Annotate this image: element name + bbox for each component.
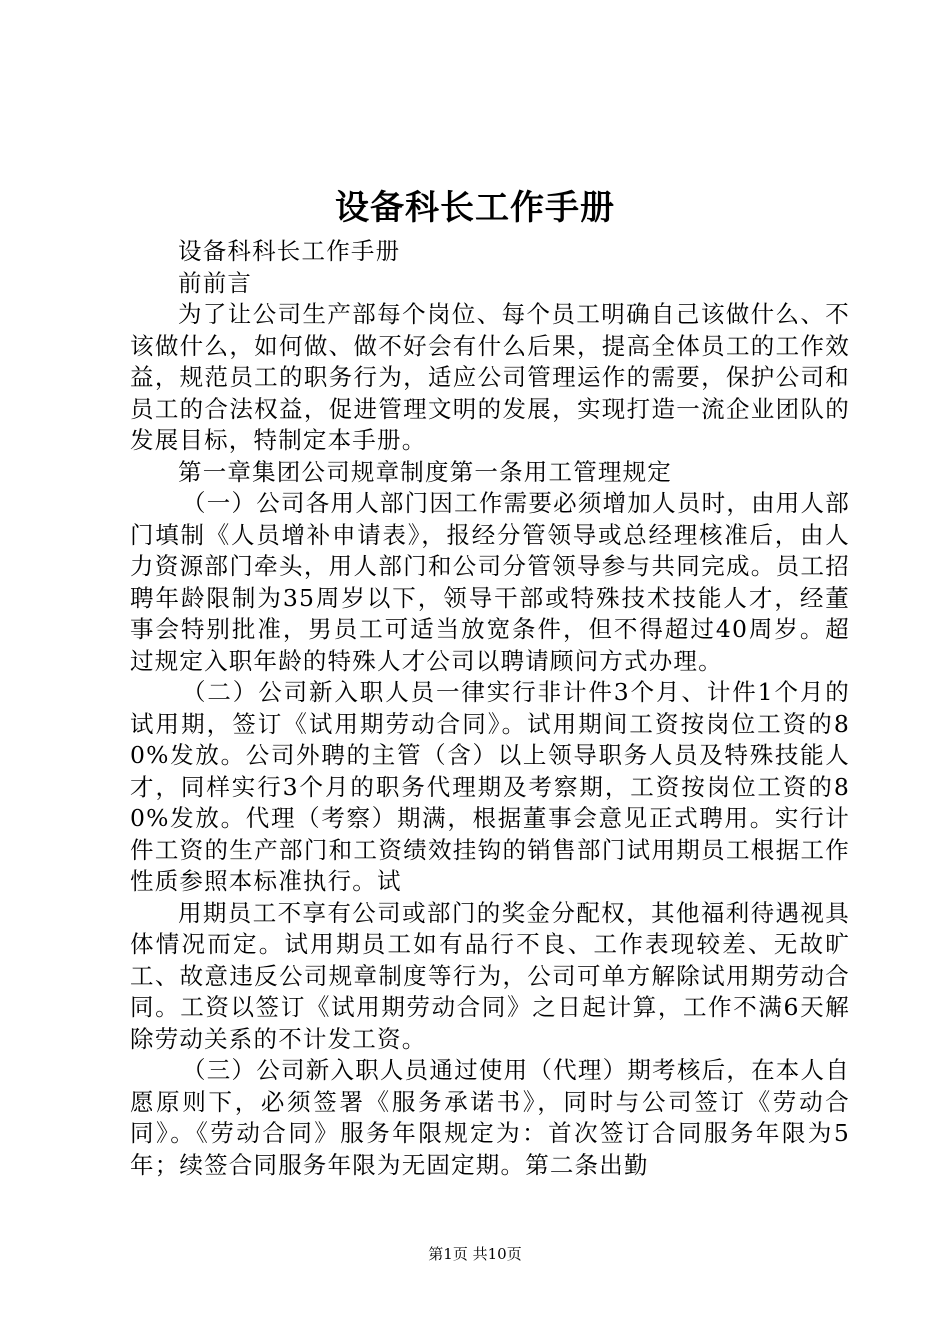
paragraph-clause-1: （一）公司各用人部门因工作需要必须增加人员时，由用人部门填制《人员增补申请表》，报经分管领导或总经理核准后，由人力资源部门牵头，用人部门和公司分管领导参与共同完成。员工招聘年龄限制为35周岁以下，领导干部或特殊技术技能人才，经董事会特别批准，男员工可适当放宽条件，但不得超过40周岁。超过规定入职年龄的特殊人才公司以聘请顾问方式办理。 bbox=[130, 489, 850, 675]
paragraph-chapter-heading: 第一章集团公司规章制度第一条用工管理规定 bbox=[178, 457, 672, 486]
paragraph-clause-2-continued: 用期员工不享有公司或部门的奖金分配权，其他福利待遇视具体情况而定。试用期员工如有品行不良、工作表现较差、无故旷工、故意违反公司规章制度等行为，公司可单方解除试用期劳动合同。工资以签订《试用期劳动合同》之日起计算，工作不满6天解除劳动关系的不计发工资。 bbox=[130, 898, 850, 1053]
document-body bbox=[130, 236, 850, 1181]
paragraph-subtitle: 设备科科长工作手册 bbox=[178, 237, 401, 265]
paragraph-clause-2: （二）公司新入职人员一律实行非计件3个月、计件1个月的试用期，签订《试用期劳动合同》。试用期间工资按岗位工资的80%发放。公司外聘的主管（含）以上领导职务人员及特殊技能人才，同样实行3个月的职务代理期及考察期，工资按岗位工资的80%发放。代理（考察）期满，根据董事会意见正式聘用。实行计件工资的生产部门和工资绩效挂钩的销售部门试用期员工根据工作性质参照本标准执行。试 bbox=[130, 678, 850, 895]
paragraph-clause-3: （三）公司新入职人员通过使用（代理）期考核后，在本人自愿原则下，必须签署《服务承诺书》，同时与公司签订《劳动合同》。《劳动合同》服务年限规定为：首次签订合同服务年限为5年；续签合同服务年限为无固定期。第二条出勤 bbox=[130, 1056, 850, 1179]
page-number-footer: 第1页 共10页 bbox=[428, 1245, 522, 1263]
document-title: 设备科长工作手册 bbox=[335, 188, 615, 228]
paragraph-preface-heading: 前前言 bbox=[178, 268, 253, 297]
paragraph-preface: 为了让公司生产部每个岗位、每个员工明确自己该做什么、不该做什么，如何做、做不好会有什么后果，提高全体员工的工作效益，规范员工的职务行为，适应公司管理运作的需要，保护公司和员工的合法权益，促进管理文明的发展，实现打造一流企业团队的发展目标，特制定本手册。 bbox=[130, 300, 850, 454]
